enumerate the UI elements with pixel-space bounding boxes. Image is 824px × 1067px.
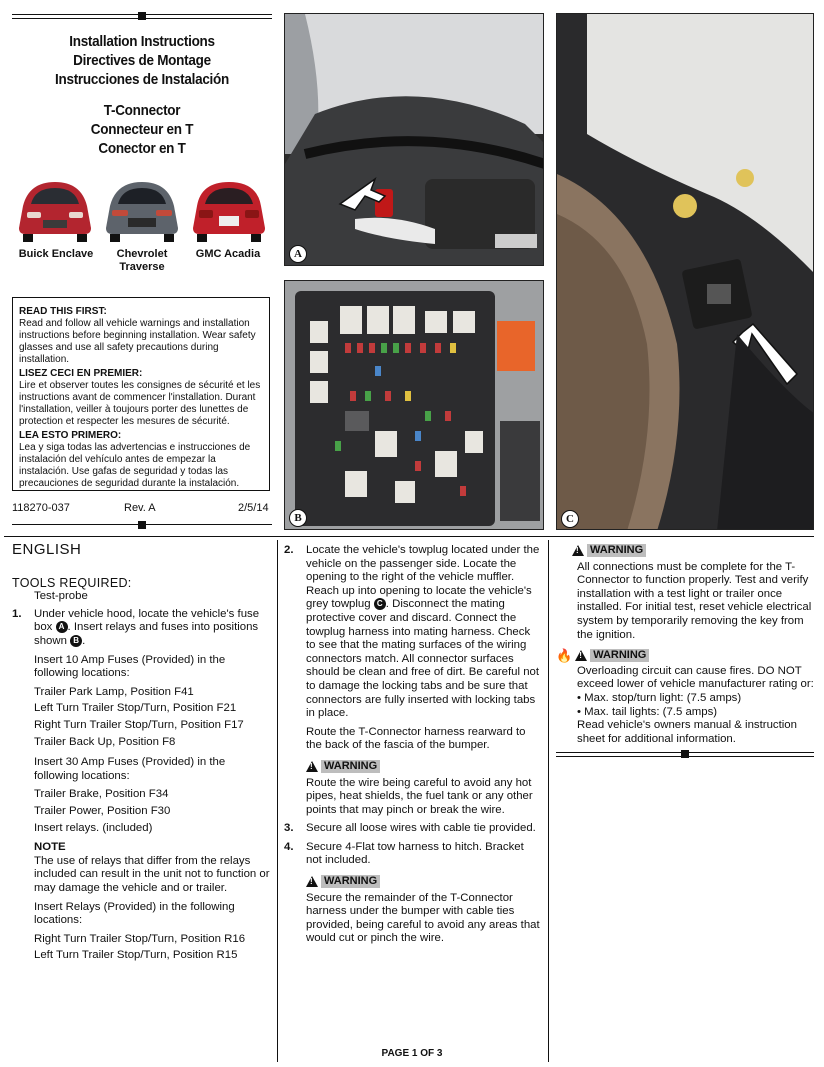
step-3-text: Secure all loose wires with cable tie provided. [306,822,536,835]
notice-fr-head: LISEZ CECI EN PREMIER: [19,368,143,379]
warning-label: WARNING [587,544,646,557]
fuse30-item: Trailer Brake, Position F34 [34,788,169,801]
fuse10-item: Left Turn Trailer Stop/Turn, Position F21 [34,702,237,715]
fuse10-intro: Insert 10 Amp Fuses (Provided) in the following locations: [34,653,226,680]
notice-es-body: Lea y siga todas las advertencias e instrucciones de instalación del vehículo antes de empezar la instalación. Use gafas de seguridad y todas las precauciones de seguridad durante la instalación. [19,442,251,489]
step-3 [284,822,542,836]
right-column [556,542,814,746]
photo-c-drawing [557,14,814,530]
relay-item: Right Turn Trailer Stop/Turn, Position R16 [34,932,246,945]
route-text: Route the T-Connector harness rearward to the back of the fascia of the bumper. [306,725,526,752]
step-2-text-b: . Disconnect the mating protective cover and discard. Connect the towplug harness into mating harness. Check to see that the mating surfaces of the wiring connectors match. All connector surfaces should be clean and free of dirt. Be careful not to damage the locking tabs and be sure that connectors are fully inserted with locking tabs in place. [306,598,540,720]
step-1-text-b: . Insert relays and fuses into positions shown [34,621,259,647]
photo-b-drawing [285,281,544,530]
part-number: 118270-037 [12,502,70,514]
warning-label: WARNING [590,649,649,662]
step-2-text-a: Locate the vehicle's towplug located under the vehicle on the passenger side. Locate the opening to the right of the vehicle muffler. Reach up into opening to locate the vehicle's grey towplug [306,544,540,611]
warning-icon [572,545,584,556]
note-heading: NOTE [34,841,66,854]
top-rule-marker [138,12,146,20]
warning-1-text: Route the wire being careful to avoid any hot pipes, heat shields, the fuel tank or any other points that may pinch or break the wire. [306,776,533,816]
product-fr: Connecteur en T [90,121,194,138]
photo-b-fuse-box [284,280,544,530]
overload-warning-text: Overloading circuit can cause fires. DO NOT exceed lower of vehicle manufacturer rating or: [577,664,814,691]
col-divider-1 [277,540,278,1062]
warning-icon [575,650,587,661]
fuse10-item: Trailer Park Lamp, Position F41 [34,685,194,698]
manual-reference-text: Read vehicle's owners manual & instruction sheet for additional information. [577,719,797,745]
callout-c-icon: C [374,598,386,610]
revision: Rev. A [124,502,156,514]
notice-es-head: LEA ESTO PRIMERO: [19,430,122,441]
photo-a-drawing [285,14,544,266]
title-fr: Directives de Montage [73,52,211,69]
step-1-text-a: Under vehicle hood, locate the vehicle's fuse box [34,607,260,634]
vehicle-label-traverse-line2: Traverse [119,261,165,273]
warning-badge-3 [572,544,646,557]
step-4-text: Secure 4-Flat tow harness to hitch. Bracket not included. [306,840,524,867]
step-2-number: 2. [284,544,294,556]
step-1-text-c: . [82,635,86,647]
date: 2/5/14 [238,502,269,514]
callout-a-icon: A [56,621,68,633]
notice-fr-body: Lire et observer toutes les consignes de sécurité et les instructions avant de commencer l'installation. Durant l'installation, veiller à toujours porter des lunettes de protection et respecter les mesures de sécurité. [19,380,261,427]
tools-heading: TOOLS REQUIRED: [12,575,132,590]
step-4 [284,841,542,946]
fuse10-item: Right Turn Trailer Stop/Turn, Position F17 [34,718,244,731]
product-es: Conector en T [98,140,186,157]
tools-list: Test-probe [34,590,88,603]
vehicle-image-enclave [15,176,95,242]
relay-item: Left Turn Trailer Stop/Turn, Position R15 [34,949,238,962]
right-end-marker [681,750,689,758]
photo-c-label: C [561,510,579,528]
notice-en-head: READ THIS FIRST: [19,306,107,317]
fuse30-item: Trailer Power, Position F30 [34,804,171,817]
fire-icon: 🔥 [556,648,573,664]
notice-en-body: Read and follow all vehicle warnings and installation instructions before beginning installation. Wear safety glasses and use all safety precautions during installation. [19,318,256,365]
vehicle-label-acadia: GMC Acadia [195,248,261,260]
page-number: PAGE 1 OF 3 [381,1048,443,1059]
warning-badge-1 [306,760,380,773]
middle-column [284,544,542,951]
title-es: Instrucciones de Instalación [54,71,229,88]
callout-b-icon: B [70,635,82,647]
vehicle-label-enclave: Buick Enclave [18,248,94,260]
vehicle-image-traverse [102,176,182,242]
step-1 [12,608,272,963]
photo-a-engine-bay [284,13,544,266]
warning-icon [306,761,318,772]
photo-a-label: A [289,245,307,263]
step-1-number: 1. [12,607,22,620]
connection-warning-text: All connections must be complete for the T-Connector to function properly. Test and verify installation with a test light or trailer once installed. For initial test, reset vehicle electrical system by temporarily removing the key from the ignition. [577,560,812,641]
vehicle-image-acadia [189,176,269,242]
section-rule [4,536,814,537]
amp-limit-item: • Max. tail lights: (7.5 amps) [577,705,718,718]
relay-intro: Insert Relays (Provided) in the following locations: [34,900,235,927]
title-en: Installation Instructions [69,33,215,50]
step-4-number: 4. [284,840,294,853]
left-bottom-marker [138,521,146,529]
warning-icon [306,876,318,887]
fuse30-item: Insert relays. (included) [34,821,153,834]
english-heading: ENGLISH [12,541,82,558]
fuse10-item: Trailer Back Up, Position F8 [34,735,176,748]
warning-badge-2 [306,875,380,888]
warning-label: WARNING [321,875,380,888]
photo-c-towplug [556,13,814,530]
title-block [12,32,272,158]
english-column [12,543,272,963]
vehicle-label-traverse-line1: Chevrolet [116,248,168,260]
warning-label: WARNING [321,760,380,773]
warning-2-text: Secure the remainder of the T-Connector harness under the bumper with cable ties provided, being careful to avoid any areas that would cut or pinch the wire. [306,891,540,945]
fuse30-intro: Insert 30 Amp Fuses (Provided) in the following locations: [34,756,226,782]
vehicle-label-traverse [92,248,192,274]
warning-badge-4 [556,649,649,662]
amp-limit-item: • Max. stop/turn light: (7.5 amps) [577,691,742,704]
overload-warning [556,665,814,747]
note-body: The use of relays that differ from the relays included can result in the unit not to function or may damage the vehicle and or trailer. [34,854,270,894]
col-divider-2 [548,540,549,1062]
step-2 [284,544,542,817]
step-3-number: 3. [284,822,294,835]
safety-notice-box [12,297,270,491]
photo-b-label: B [289,509,307,527]
product-en: T-Connector [103,102,181,119]
